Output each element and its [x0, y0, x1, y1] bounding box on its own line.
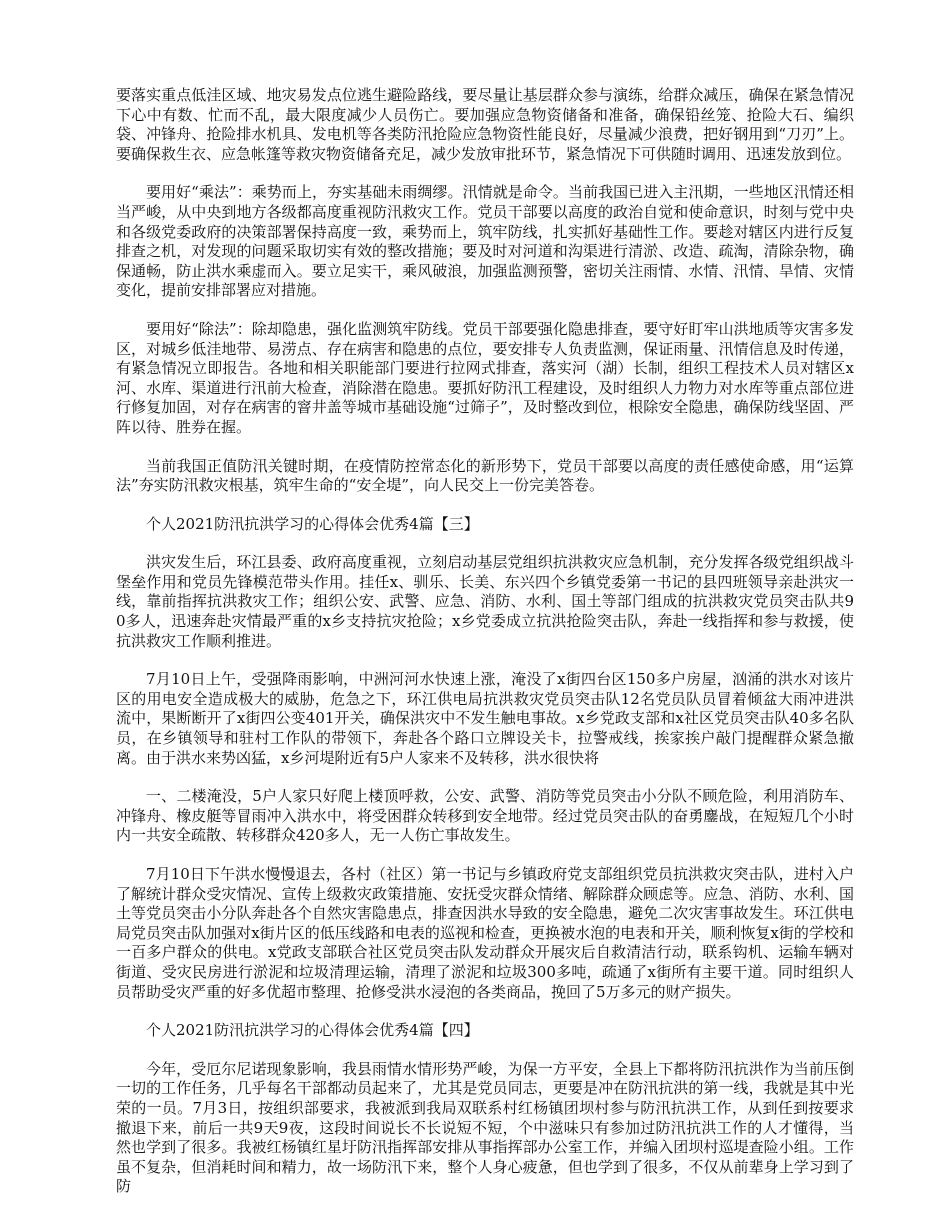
paragraph-division: 要用好“除法”：除却隐患，强化监测筑牢防线。党员干部要强化隐患排查，要守好盯牢山洪地质等灾害多发区，对城乡低洼地带、易涝点、存在病害和隐患的点位，要安排专人负责监测，保证雨量、汛情信息及时传递，有紧急情况立即报告。各地和相关职能部门要进行拉网式排查，落实河（湖）长制，组织工程技术人员对辖区x河、水库、渠道进行汛前大检查，消除潜在隐患。要抓好防汛工程建设，及时组织人力物力对水库等重点部位进行修复加固，对存在病害的窨井盖等城市基础设施“过筛子”，及时整改到位，根除安全隐患，确保防线坚固、严阵以待、胜券在握。: [116, 319, 854, 436]
paragraph-multiplication: 要用好“乘法”：乘势而上，夯实基础未雨绸缪。汛情就是命令。当前我国已进入主汛期，一些地区汛情还相当严峻，从中央到地方各级都高度重视防汛救灾工作。党员干部要以高度的政治自觉和使命意识，时刻与党中央和各级党委政府的决策部署保持高度一致，乘势而上，筑牢防线，扎实抓好基础性工作。要趁对辖区内进行反复排查之机，对发现的问题采取切实有效的整改措施；要及时对河道和沟渠进行清淤、改造、疏淘，清除杂物，确保通畅，防止洪水乘虚而入。要立足实干，乘风破浪，加强监测预警，密切关注雨情、水情、汛情、旱情、灾情变化，提前安排部署应对措施。: [116, 183, 854, 300]
paragraph-flood-response: 洪灾发生后，环江县委、政府高度重视，立刻启动基层党组织抗洪救灾应急机制，充分发挥各级党组织战斗堡垒作用和党员先锋模范带头作用。挂任x、驯乐、长美、东兴四个乡镇党委第一书记的县四班领导亲赴洪灾一线，靠前指挥抗洪救灾工作；组织公安、武警、应急、消防、水利、国土等部门组成的抗洪救灾党员突击队共90多人，迅速奔赴灾情最严重的x乡支持抗灾抢险；x乡党委成立抗洪抢险突击队，奔赴一线指挥和参与救援，使抗洪救灾工作顺利推进。: [116, 553, 854, 650]
section-heading-4: 个人2021防汛抗洪学习的心得体会优秀4篇【四】: [146, 1021, 479, 1040]
paragraph-evacuation-supplies: 要落实重点低洼区域、地灾易发点位逃生避险路线，要尽量让基层群众参与演练，给群众减压，确保在紧急情况下心中有数、忙而不乱，最大限度减少人员伤亡。要加强应急物资储备和准备，确保铅丝笼、抢险大石、编织袋、冲锋舟、抢险排水机具、发电机等各类防汛抢险应急物资性能良好，尽量减少浪费，把好钢用到“刀刃”上。要确保救生衣、应急帐篷等救灾物资储备充足，减少发放审批环节，紧急情况下可供随时调用、迅速发放到位。: [116, 86, 854, 163]
paragraph-rooftop-rescue: 一、二楼淹没，5户人家只好爬上楼顶呼救，公安、武警、消防等党员突击小分队不顾危险，利用消防车、冲锋舟、橡皮艇等冒雨冲入洪水中，将受困群众转移到安全地带。经过党员突击队的奋勇鏖战，在短短几个小时内一共安全疏散、转移群众420多人，无一人伤亡事故发生。: [116, 787, 854, 845]
paragraph-conclusion: 当前我国正值防汛关键时期，在疫情防控常态化的新形势下，党员干部要以高度的责任感使命感，用“运算法”夯实防汛救灾根基，筑牢生命的“安全堤”，向人民交上一份完美答卷。: [116, 456, 854, 495]
paragraph-july-10-afternoon: 7月10日下午洪水慢慢退去，各村（社区）第一书记与乡镇政府党支部组织党员抗洪救灾突击队，进村入户了解统计群众受灾情况、宣传上级救灾政策措施、安抚受灾群众情绪、解除群众顾虑等。应急、消防、水利、国土等党员突击小分队奔赴各个自然灾害隐患点，排查因洪水导致的安全隐患，避免二次灾害事故发生。环江供电局党员突击队加强对x街片区的低压线路和电表的巡视和检查，更换被水泡的电表和开关，顺利恢复x街的学校和一百多户群众的供电。x党政支部联合社区党员突击队发动群众开展灾后自救清洁行动，联系钩机、运输车辆对街道、受灾民房进行淤泥和垃圾清理运输，清理了淤泥和垃圾300多吨，疏通了x街所有主要干道。同时组织人员帮助受灾严重的好多优超市整理、抢修受洪水浸泡的各类商品，挽回了5万多元的财产损失。: [116, 865, 854, 1001]
paragraph-july-10-morning: 7月10日上午，受强降雨影响，中洲河河水快速上涨，淹没了x街四台区150多户房屋，汹涌的洪水对该片区的用电安全造成极大的威胁，危急之下，环江供电局抗洪救灾党员突击队12名党员队员冒着倾盆大雨冲进洪流中，果断断开了x街四公变401开关，确保洪灾中不发生触电事故。x乡党政支部和x社区党员突击队40多名队员，在乡镇领导和驻村工作队的带领下，奔赴各个路口立牌设关卡，拉警戒线，挨家挨户敲门提醒群众紧急撤离。由于洪水来势凶猛，x乡河堤附近有5户人家来不及转移，洪水很快将: [116, 670, 854, 767]
paragraph-personal-experience: 今年，受厄尔尼诺现象影响，我县雨情水情形势严峻，为保一方平安，全县上下都将防汛抗洪作为当前压倒一切的工作任务，几乎每名干部都动员起来了，尤其是党员同志，更要是冲在防汛抗洪的第一线，我就是其中光荣的一员。7月3日，按组织部要求，我被派到我局双联系村红杨镇团坝村参与防汛抗洪工作，从到任到按要求撤退下来，前后一共9天9夜，这段时间说长不长说短不短，个中滋味只有参加过防汛抗洪工作的人才懂得，当然也学到了很多。我被红杨镇红星圩防汛指挥部安排从事指挥部办公室工作，并编入团坝村巡堤查险小组。工作虽不复杂，但消耗时间和精力，故一场防汛下来，整个人身心疲惫，但也学到了很多，不仅从前辈身上学习到了防: [116, 1059, 854, 1196]
section-heading-3: 个人2021防汛抗洪学习的心得体会优秀4篇【三】: [146, 514, 479, 533]
